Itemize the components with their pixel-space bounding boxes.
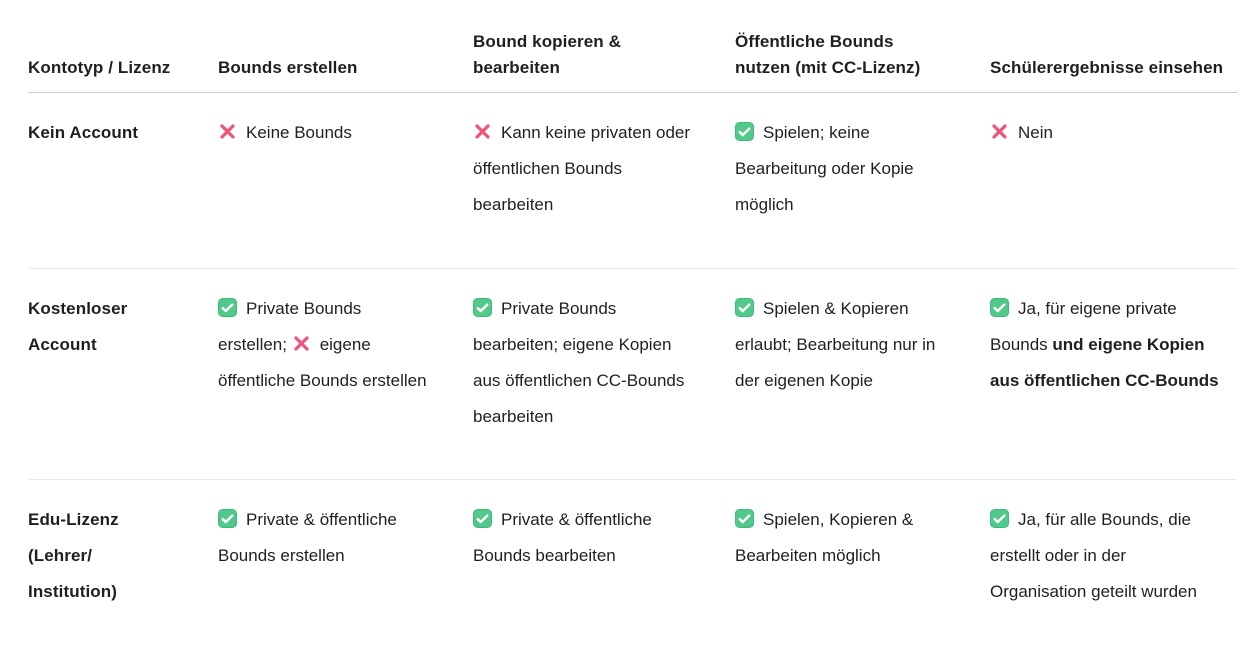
table-cell xyxy=(735,480,990,582)
row-label: Kein Account xyxy=(28,123,139,142)
column-header-bounds-erstellen: Bounds erstellen xyxy=(218,58,358,77)
table-cell xyxy=(473,480,735,582)
cell-text: Spielen, Kopieren & Bearbeiten möglich xyxy=(735,510,914,565)
check-icon xyxy=(473,509,492,528)
check-icon xyxy=(473,298,492,317)
table-cell xyxy=(735,269,990,407)
table-row xyxy=(28,479,1237,656)
cell-text-bold: und eigene Kopien aus öffentlichen CC-Bounds xyxy=(990,335,1219,390)
check-icon xyxy=(218,509,237,528)
cell-text: Kann keine privaten oder öffentlichen Bounds bearbeiten xyxy=(473,123,691,214)
table-header-row xyxy=(28,4,1237,93)
table-body xyxy=(28,93,1237,656)
row-label: Kostenloser Account xyxy=(28,299,128,354)
table-cell xyxy=(218,93,473,159)
cell-text: Spielen; keine Bearbeitung oder Kopie möglich xyxy=(735,123,914,214)
cross-icon xyxy=(990,122,1009,141)
check-icon xyxy=(735,509,754,528)
cross-icon xyxy=(292,334,311,353)
cell-text: Keine Bounds xyxy=(246,123,352,142)
column-header-kontotyp: Kontotyp / Lizenz xyxy=(28,58,171,77)
cell-text: Ja, für alle Bounds, die erstellt oder in der Organisation geteilt wurden xyxy=(990,510,1197,601)
check-icon xyxy=(990,509,1009,528)
cross-icon xyxy=(218,122,237,141)
cell-text: Private & öffentliche Bounds bearbeiten xyxy=(473,510,652,565)
table-cell xyxy=(218,480,473,582)
check-icon xyxy=(990,298,1009,317)
table-cell xyxy=(735,93,990,231)
cell-text: eigene öffentliche Bounds erstellen xyxy=(218,335,427,390)
cell-text: Private Bounds erstellen; xyxy=(218,299,362,354)
table-cell xyxy=(473,269,735,443)
table-row xyxy=(28,93,1237,268)
check-icon xyxy=(218,298,237,317)
cell-text: Spielen & Kopieren erlaubt; Bearbeitung nur in der eigenen Kopie xyxy=(735,299,936,390)
table-row xyxy=(28,268,1237,479)
cross-icon xyxy=(473,122,492,141)
cell-text: Nein xyxy=(1018,123,1053,142)
cell-text: Ja, für eigene private Bounds xyxy=(990,299,1177,354)
column-header-schuelerergebnisse: Schülerergebnisse einsehen xyxy=(990,58,1224,77)
cell-text: Private & öffentliche Bounds erstellen xyxy=(218,510,397,565)
cell-text: Private Bounds bearbeiten; eigene Kopien aus öffentlichen CC-Bounds bearbeiten xyxy=(473,299,685,426)
column-header-bound-kopieren: Bound kopieren & bearbeiten xyxy=(473,32,621,77)
check-icon xyxy=(735,122,754,141)
table-cell xyxy=(990,269,1237,407)
table-cell xyxy=(990,93,1237,159)
row-label: Edu-Lizenz (Lehrer/ Institution) xyxy=(28,510,119,601)
table-cell xyxy=(990,480,1237,618)
column-header-oeffentliche-bounds: Öffentliche Bounds nutzen (mit CC-Lizenz) xyxy=(735,32,921,77)
table-cell xyxy=(473,93,735,231)
table-cell xyxy=(218,269,473,407)
check-icon xyxy=(735,298,754,317)
